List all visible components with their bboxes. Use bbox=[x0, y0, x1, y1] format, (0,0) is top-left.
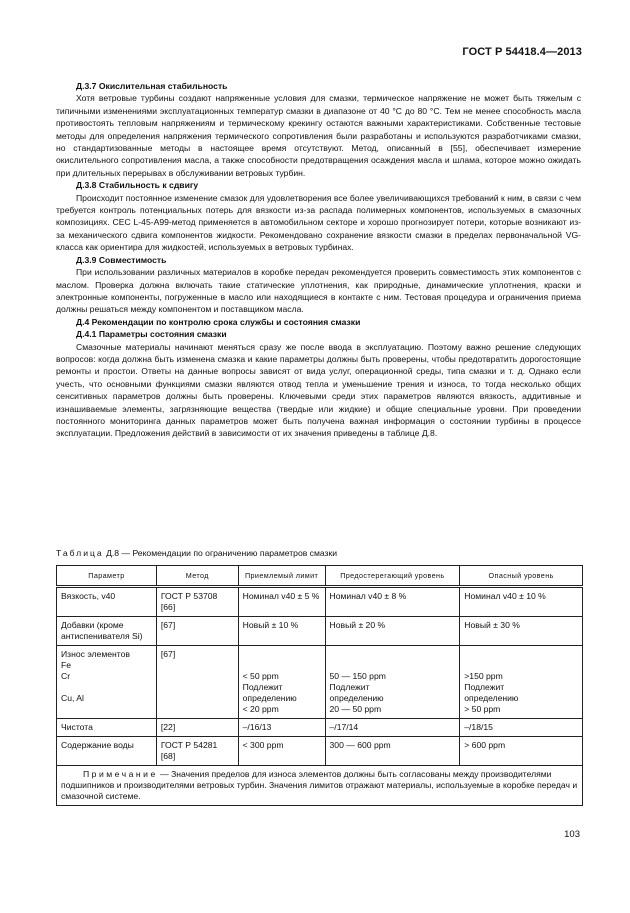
paragraph: При использовании различных материалов в коробке передач рекомендуется проверить совместимость этих компонентов с маслом. Проверка должна включать такие статические уплотнения, как природные, динамические уплотнения, краски и электронные компоненты, погруженные в масло или находящиеся в контакте с ним. Тестовая процедура и ограничения приема должны решаться между компонентом и поставщиком масла. bbox=[56, 267, 581, 315]
table-cell: Новый ± 20 % bbox=[325, 617, 460, 646]
table-cell: Номинал v40 ± 8 % bbox=[325, 587, 460, 617]
table-header-row bbox=[57, 566, 583, 587]
table-cell: Износ элементов Fe Cr Cu, Al bbox=[57, 646, 157, 719]
table-cell: > 600 ppm bbox=[460, 737, 583, 766]
table-row bbox=[57, 646, 583, 719]
table-cell: Номинал v40 ± 10 % bbox=[460, 587, 583, 617]
table-cell: –/17/14 bbox=[325, 719, 460, 737]
table-cell: Чистота bbox=[57, 719, 157, 737]
column-header: Предостерегающий уровень bbox=[325, 566, 460, 587]
table-caption-label: Таблица bbox=[56, 548, 104, 558]
table-cell: ГОСТ Р 54281 [68] bbox=[156, 737, 238, 766]
column-header: Параметр bbox=[57, 566, 157, 587]
lubricant-limits-table bbox=[56, 565, 583, 806]
table-cell: Содержание воды bbox=[57, 737, 157, 766]
table-cell: [67] bbox=[156, 617, 238, 646]
document-header: ГОСТ Р 54418.4—2013 bbox=[462, 46, 582, 58]
page-number: 103 bbox=[564, 829, 580, 840]
paragraph: Происходит постоянное изменение смазок для удовлетворения все более увеличивающихся требований к ним, в связи с чем требуется контроль потенциальных потерь для вязкости из-за распада полимерных компонентов, используемых в смазочных композициях. CEC L-45-A99-метод применяется в автомобильном секторе и хорошо прогнозирует потери, которые возникают из-за механического сдвига компонентов жидкости. Рекомендовано сохранение вязкости смазки в пределах первоначальной VG-класса как ориентира для жидкостей, используемых в ветровых турбинах. bbox=[56, 192, 581, 253]
note-label: Примечание bbox=[83, 769, 158, 779]
table-cell: –/16/13 bbox=[238, 719, 325, 737]
table-cell: < 300 ppm bbox=[238, 737, 325, 766]
section-heading: Д.3.7 Окислительная стабильность bbox=[76, 81, 228, 91]
section-heading: Д.4 Рекомендации по контролю срока службы и состояния смазки bbox=[76, 316, 361, 327]
table-cell: Вязкость, v40 bbox=[57, 587, 157, 617]
column-header: Метод bbox=[156, 566, 238, 587]
table-caption bbox=[56, 548, 337, 558]
table-row bbox=[57, 737, 583, 766]
table-cell: [67] bbox=[156, 646, 238, 719]
table-cell: Новый ± 30 % bbox=[460, 617, 583, 646]
paragraph: Смазочные материалы начинают меняться сразу же после ввода в эксплуатацию. Поэтому важно решение следующих вопросов: когда должна быть изменена смазка и какие параметры должны быть проверены, чтобы предотвратить дорогостоящие ремонты и простои. Ответы на данные вопросы зависят от вида услуг, операционной среды, типа смазки и т. д. Однако если учесть, что основными функциями смазки являются отвод тепла и уменьшение трения и износа, то тогда несколько общих сенситивных параметров должны быть проверены. Ключевыми среди этих параметров являются вязкость, аддитивные и изнашиваемые элементы, загрязняющие вещества (твердые или жидкие) и общие специальные уровни. При проведении постоянного мониторинга данных параметров может быть получена важная информация о состоянии турбины в процессе эксплуатации. Предложения действий в зависимости от их значения приведены в таблице Д.8. bbox=[56, 341, 581, 439]
table-cell: Новый ± 10 % bbox=[238, 617, 325, 646]
note-text: — Значения пределов для износа элементов должны быть согласованы между производителями подшипников и производителями ветровых турбин. Значения лимитов отражают материалы, используемые в коробке передач и смазочной системе. bbox=[61, 769, 578, 801]
table-cell: 300 — 600 ppm bbox=[325, 737, 460, 766]
section-heading: Д.4.1 Параметры состояния смазки bbox=[76, 329, 227, 340]
table-caption-text: Д.8 — Рекомендации по ограничению параметров смазки bbox=[103, 548, 338, 558]
column-header: Опасный уровень bbox=[460, 566, 583, 587]
body-text bbox=[56, 80, 581, 440]
table-row bbox=[57, 617, 583, 646]
section-heading: Д.3.8 Стабильность к сдвигу bbox=[76, 180, 199, 191]
section-heading: Д.3.9 Совместимость bbox=[76, 254, 167, 265]
table-cell: [22] bbox=[156, 719, 238, 737]
table-row bbox=[57, 719, 583, 737]
paragraph: Хотя ветровые турбины создают напряженные условия для смазки, термическое напряжение не может быть тяжелым с типичными изменениями эксплуатационных температур смазки в диапазоне от 40 °С до 80 °С. Тем не менее способность масла противостоять тепловым напряжениям и термическому крекингу остаются важными характеристиками. Собственные тестовые методы для определения напряжения термического сопротивления были разработаны и используются разработчиками смазки, но стандартизованные методы в настоящее время отсутствуют. Метод, описанный в [55], обеспечивает измерение окислительного сопротивления масла, а также способности предотвращения осаждения масла и шлама, которое можно ожидать при длительных перерывах в обслуживании ветровых турбин. bbox=[56, 93, 581, 178]
column-header: Приемлемый лимит bbox=[238, 566, 325, 587]
table-cell: >150 ppm Подлежит определению > 50 ppm bbox=[460, 646, 583, 719]
table-note bbox=[57, 766, 583, 806]
table-note-row bbox=[57, 766, 583, 806]
table-cell: ГОСТ Р 53708 [66] bbox=[156, 587, 238, 617]
table-cell: < 50 ppm Подлежит определению < 20 ppm bbox=[238, 646, 325, 719]
table-cell: 50 — 150 ppm Подлежит определению 20 — 50 ppm bbox=[325, 646, 460, 719]
table-cell: Номинал v40 ± 5 % bbox=[238, 587, 325, 617]
table-cell: –/18/15 bbox=[460, 719, 583, 737]
table-cell: Добавки (кроме антиспенивателя Si) bbox=[57, 617, 157, 646]
table-row bbox=[57, 587, 583, 617]
